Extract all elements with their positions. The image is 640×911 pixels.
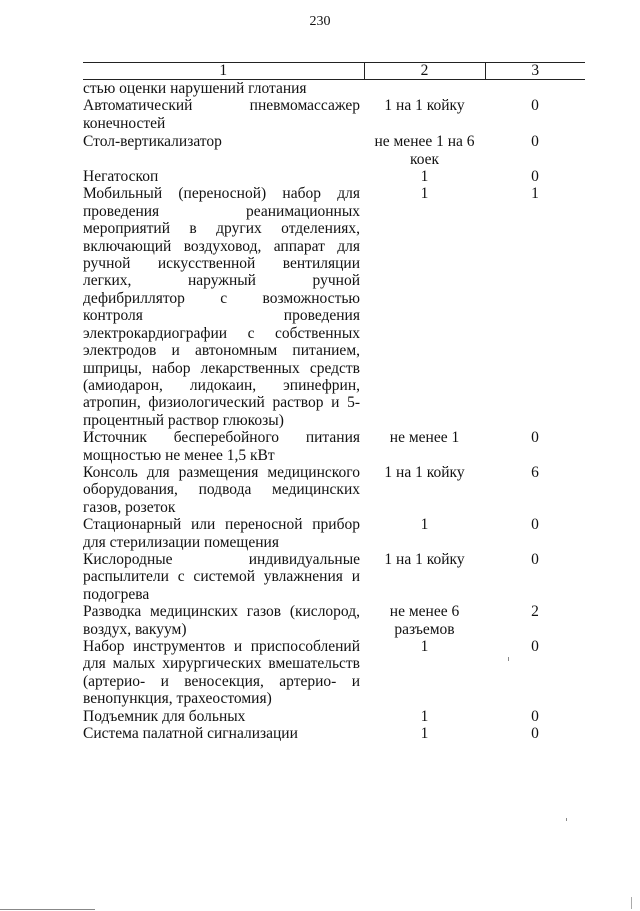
page-number: 230 [309, 14, 331, 29]
equipment-count: 0 [531, 707, 539, 725]
table-row [83, 551, 585, 603]
equipment-name: стью оценки нарушений глотания [83, 80, 307, 97]
equipment-count: 0 [531, 550, 539, 568]
equipment-name: Набор инструментов и приспособлений для малых хирургических вмешательств (артерио- и веносекция, артерио- и венопункция, трахеостомия) [83, 638, 360, 708]
equipment-quantity: 1 на 1 койку [384, 463, 465, 481]
equipment-count: 0 [531, 97, 539, 115]
table-row [83, 638, 585, 708]
table-header-row [83, 63, 585, 80]
equipment-quantity: 1 на 1 койку [384, 97, 465, 115]
table-row [83, 725, 585, 742]
equipment-count: 6 [531, 463, 539, 481]
equipment-count: 2 [531, 603, 539, 621]
equipment-quantity: 1 [420, 725, 429, 743]
table-row [83, 132, 585, 168]
scan-speck [566, 818, 567, 821]
equipment-quantity: не менее 6 разъемов [389, 603, 460, 638]
equipment-name: Автоматический пневмомассажер конечностей [83, 97, 360, 132]
table-row [83, 185, 585, 429]
scan-edge-mark [0, 909, 95, 910]
table-row [83, 80, 585, 98]
scan-speck [508, 657, 509, 661]
equipment-name: Подъемник для больных [83, 707, 246, 725]
equipment-name: Мобильный (переносной) набор для проведения реанимационных мероприятий в других отделениях, включающий воздуховод, аппарат для ручной искусственной вентиляции легких, наружный ручной дефибриллятор с возможностью контроля проведения электрокардиографии с собственных электродов и автономным питанием, шприцы, набор лекарственных средств (амиодарон, лидокаин, эпинефрин, атропин, физиологический раствор и 5-процентный раствор глюкозы) [83, 185, 360, 429]
column-header-2: 2 [364, 63, 485, 80]
equipment-name: Консоль для размещения медицинского оборудования, подвода медицинских газов, розеток [83, 463, 360, 516]
equipment-name: Стационарный или переносной прибор для стерилизации помещения [83, 516, 360, 551]
equipment-name: Разводка медицинских газов (кислород, воздух, вакуум) [83, 603, 360, 638]
equipment-name: Система палатной сигнализации [83, 725, 298, 743]
table-row [83, 464, 585, 516]
equipment-count: 0 [531, 725, 539, 743]
equipment-quantity: 1 [420, 707, 429, 725]
equipment-quantity [364, 80, 485, 98]
equipment-quantity: 1 на 1 койку [384, 550, 465, 568]
equipment-count: 0 [531, 638, 539, 655]
equipment-name: Источник бесперебойного питания мощностью не менее 1,5 кВт [83, 429, 360, 464]
equipment-count: 0 [531, 429, 539, 447]
equipment-quantity: 1 [420, 638, 429, 655]
equipment-quantity: не менее 1 [389, 429, 460, 447]
equipment-count [485, 80, 585, 98]
equipment-count: 0 [531, 133, 539, 151]
equipment-quantity: 1 [420, 168, 429, 186]
equipment-count: 1 [531, 185, 539, 203]
equipment-count: 0 [531, 168, 539, 186]
table-row [83, 429, 585, 464]
equipment-name: Стол-вертикализатор [83, 133, 222, 151]
table-row [83, 168, 585, 185]
scan-edge-mark [631, 897, 632, 909]
table-row [83, 97, 585, 132]
equipment-name: Негатоскоп [83, 168, 159, 186]
equipment-name: Кислородные индивидуальные распылители с системой увлажнения и подогрева [83, 550, 360, 603]
table-row [83, 516, 585, 551]
column-header-3: 3 [485, 63, 585, 80]
equipment-count: 0 [531, 516, 539, 534]
equipment-quantity: 1 [420, 516, 429, 534]
equipment-quantity: не менее 1 на 6 коек [374, 133, 475, 168]
equipment-table [83, 62, 585, 742]
table-row [83, 603, 585, 638]
table-row [83, 708, 585, 725]
equipment-quantity: 1 [420, 185, 429, 203]
column-header-1: 1 [83, 63, 364, 80]
